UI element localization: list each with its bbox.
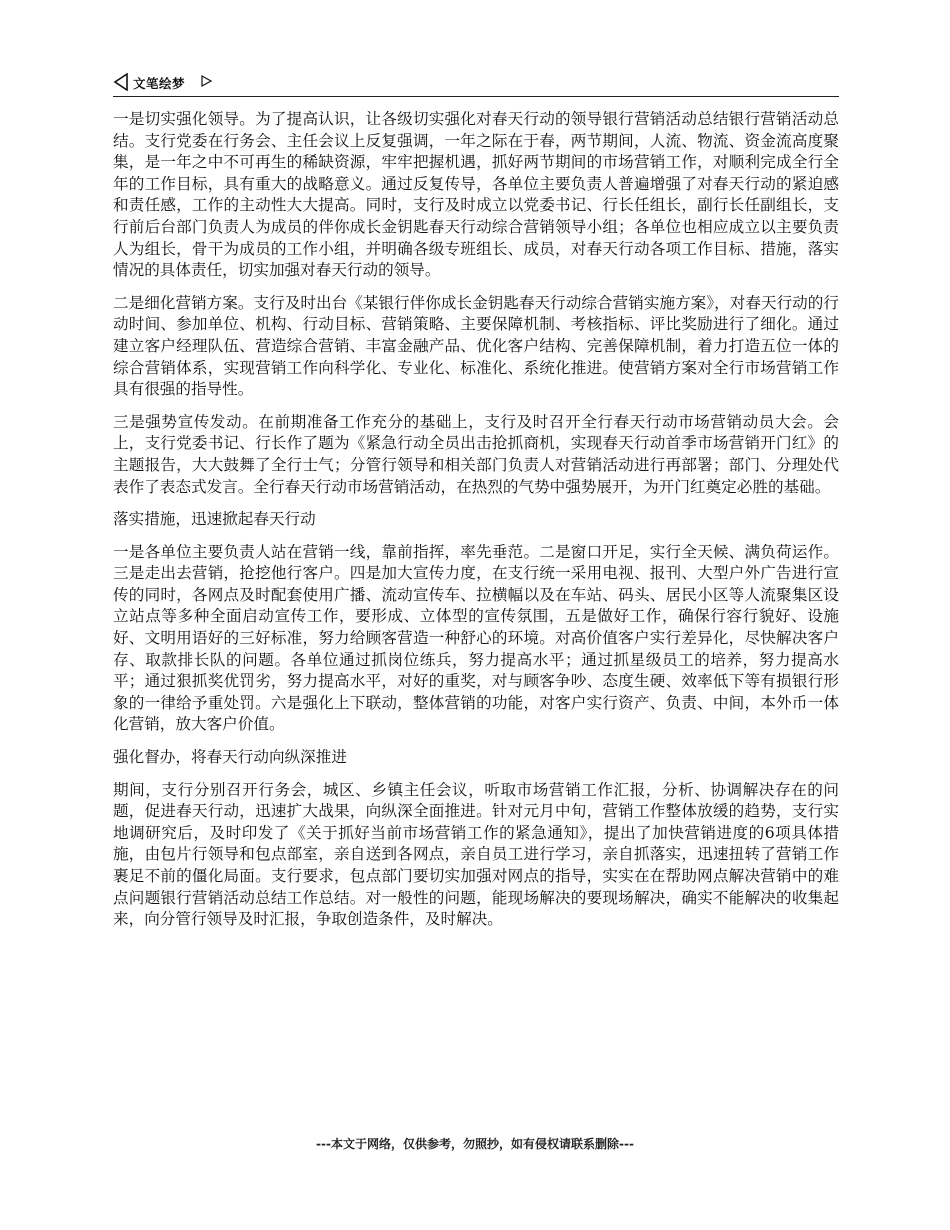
- header-title: 文笔绘梦: [133, 76, 186, 91]
- triangle-left-outline-icon: [113, 73, 129, 91]
- page-header: [113, 72, 839, 97]
- document-body: [113, 109, 839, 942]
- triangle-right-outline-icon: [201, 75, 212, 87]
- footer-disclaimer: ---本文于网络，仅供参考，勿照抄，如有侵权请联系删除---: [316, 1137, 634, 1151]
- paragraph-strengthen-leadership: 一是切实强化领导。为了提高认识，让各级切实强化对春天行动的领导银行营销活动总结银行营销活动总结。支行党委在行务会、主任会议上反复强调，一年之际在于春，两节期间，人流、物流、资金流高度聚集，是一年之中不可再生的稀缺资源，牢牢把握机遇，抓好两节期间的市场营销工作，对顺利完成全行全年的工作目标，具有重大的战略意义。通过反复传导，各单位主要负责人普遍增强了对春天行动的紧迫感和责任感，工作的主动性大大提高。同时，支行及时成立以党委书记、行长任组长，副行长任副组长，支行前后台部门负责人为成员的伴你成长金钥匙春天行动综合营销领导小组；各单位也相应成立以主要负责人为组长，骨干为成员的工作小组，并明确各级专班组长、成员，对春天行动各项工作目标、措施，落实情况的具体责任，切实加强对春天行动的领导。: [113, 110, 839, 280]
- section-heading-supervision: 强化督办，将春天行动向纵深推进: [113, 748, 347, 767]
- section-heading-implement-measures: 落实措施，迅速掀起春天行动: [113, 510, 316, 529]
- paragraph-supervision-details: 期间，支行分别召开行务会，城区、乡镇主任会议，听取市场营销工作汇报，分析、协调解决存在的问题，促进春天行动，迅速扩大战果，向纵深全面推进。针对元月中旬，营销工作整体放缓的趋势，支行实地调研究后，及时印发了《关于抓好当前市场营销工作的紧急通知》，提出了加快营销进度的6项具体措施，由包片行领导和包点部室，亲自送到各网点，亲自员工进行学习，亲自抓落实，迅速扭转了营销工作裹足不前的僵化局面。支行要求，包点部门要切实加强对网点的指导，实实在在帮助网点解决营销中的难点问题银行营销活动总结工作总结。对一般性的问题，能现场解决的要现场解决，确实不能解决的收集起来，向分管行领导及时汇报，争取创造条件，及时解决。: [113, 780, 839, 929]
- paragraph-refine-plan: 二是细化营销方案。支行及时出台《某银行伴你成长金钥匙春天行动综合营销实施方案》，对春天行动的行动时间、参加单位、机构、行动目标、营销策略、主要保障机制、考核指标、评比奖励进行了细化。通过建立客户经理队伍、营造综合营销、丰富金融产品、优化客户结构、完善保障机制，着力打造五位一体的综合营销体系，实现营销工作向科学化、专业化、标准化、系统化推进。使营销方案对全行市场营销工作具有很强的指导性。: [113, 293, 839, 399]
- paragraph-measures-list: 一是各单位主要负责人站在营销一线，靠前指挥，率先垂范。二是窗口开足，实行全天候、满负荷运作。三是走出去营销，抢挖他行客户。四是加大宣传力度，在支行统一采用电视、报刊、大型户外广告进行宣传的同时，各网点及时配套使用广播、流动宣传车、拉横幅以及在车站、码头、居民小区等人流聚集区设立站点等多种全面启动宣传工作，要形成、立体型的宣传氛围，五是做好工作，确保行容行貌好、设施好、文明用语好的三好标准，努力给顾客营造一种舒心的环境。对高价值客户实行差异化，尽快解决客户存、取款排长队的问题。各单位通过抓岗位练兵，努力提高水平；通过抓星级员工的培养，努力提高水平；通过狠抓奖优罚劣，努力提高水平，对好的重奖，对与顾客争吵、态度生硬、效率低下等有损银行形象的一律给予重处罚。六是强化上下联动，整体营销的功能，对客户实行资产、负责、中间，本外币一体化营销，放大客户价值。: [113, 542, 839, 734]
- paragraph-publicity-mobilization: 三是强势宣传发动。在前期准备工作充分的基础上，支行及时召开全行春天行动市场营销动员大会。会上，支行党委书记、行长作了题为《紧急行动全员出击抢抓商机，实现春天行动首季市场营销开门红》的主题报告，大大鼓舞了全行士气；分管行领导和相关部门负责人对营销活动进行再部署；部门、分理处代表作了表态式发言。全行春天行动市场营销活动，在热烈的气势中强势展开，为开门红奠定必胜的基础。: [113, 412, 839, 496]
